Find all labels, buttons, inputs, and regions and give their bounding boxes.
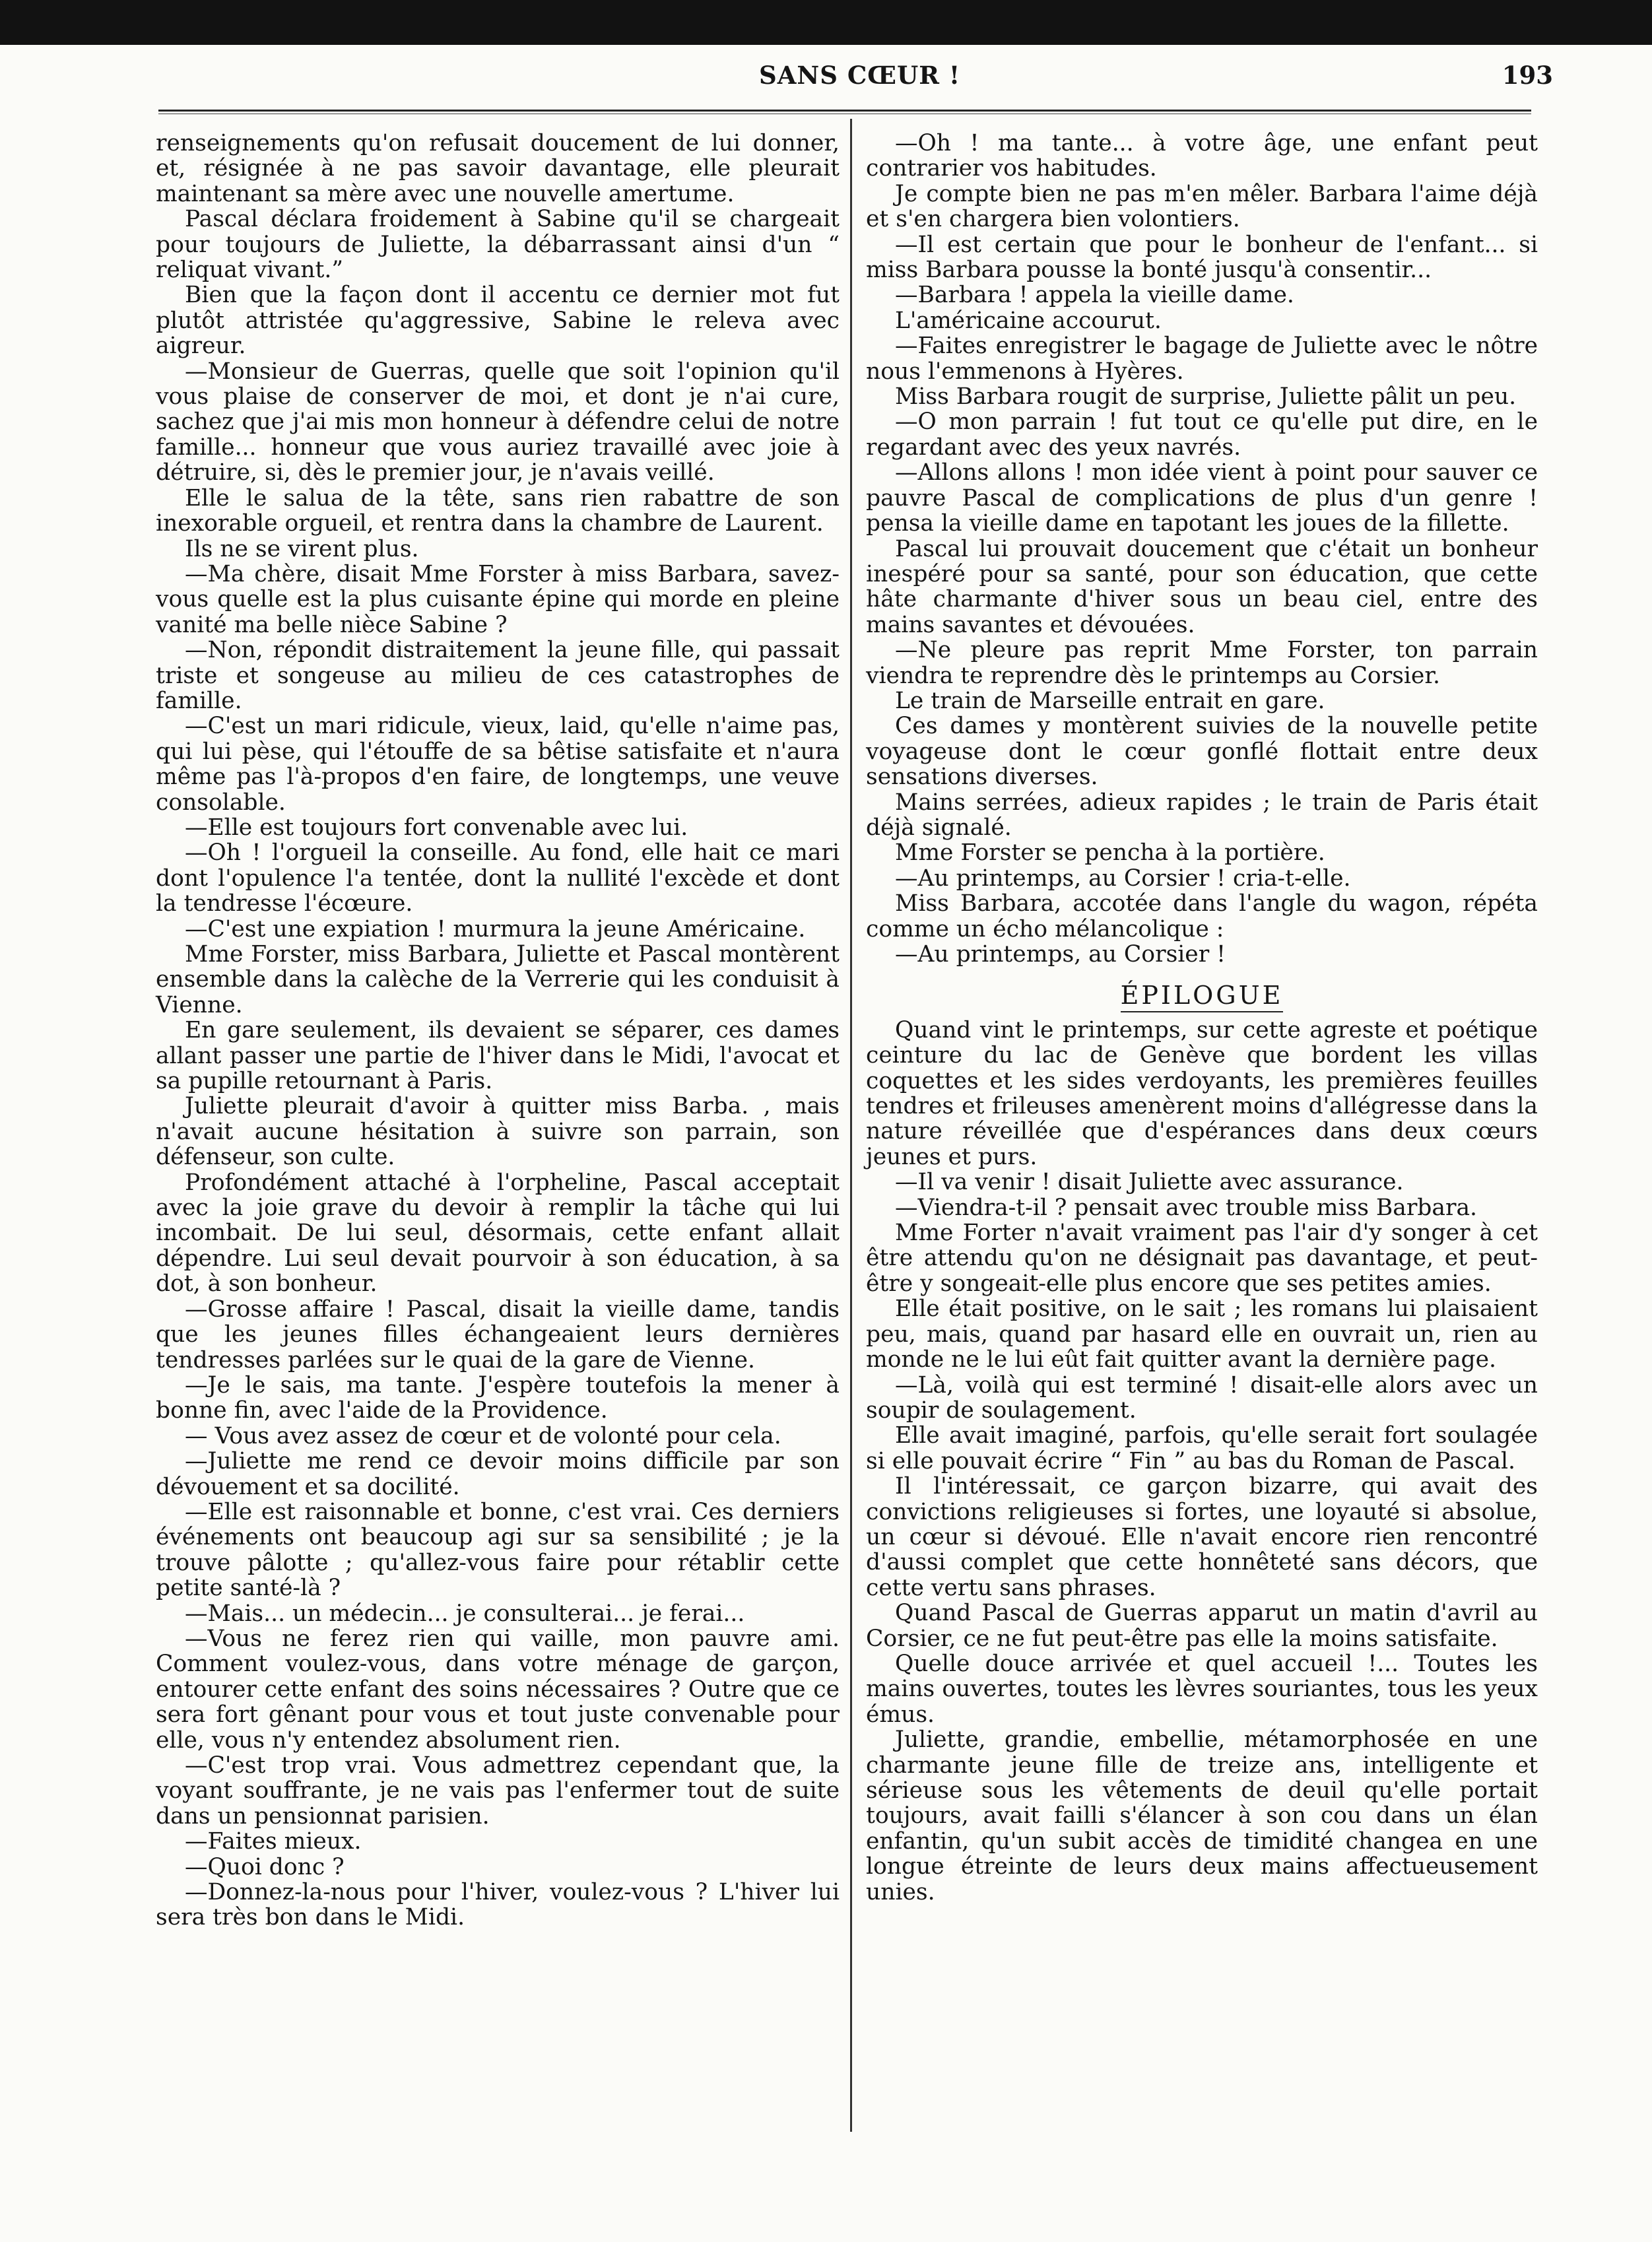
- paragraph: Il l'intéressait, ce garçon bizarre, qui avait des convictions religieuses si fortes, une loyauté si absolue, un cœur si dévoué. Elle n'avait encore rien rencontré d'aussi complet que cette honnêteté sans décors, que cette vertu sans phrases.: [866, 1473, 1538, 1601]
- paragraph: Mme Forster, miss Barbara, Juliette et Pascal montèrent ensemble dans la calèche de la Verrerie qui les conduisit à Vienne.: [156, 941, 840, 1018]
- paragraph: —Mais... un médecin... je consulterai... je ferai...: [185, 1600, 745, 1627]
- paragraph: —O mon parrain ! fut tout ce qu'elle put dire, en le regardant avec des yeux navrés.: [866, 409, 1538, 461]
- paragraph: —Non, répondit distraitement la jeune fille, qui passait triste et songeuse au milieu de ces catastrophes de famille.: [156, 637, 840, 714]
- paragraph: Juliette pleurait d'avoir à quitter miss Barba. , mais n'avait aucune hésitation à suivre son parrain, son défenseur, son culte.: [156, 1093, 840, 1171]
- paragraph: Pascal lui prouvait doucement que c'était un bonheur inespéré pour sa santé, pour son éducation, que cette hâte charmante d'hiver sous un beau ciel, entre des mains savantes et dévouées.: [866, 535, 1538, 638]
- paragraph: Elle était positive, on le sait ; les romans lui plaisaient peu, mais, quand par hasard elle en ouvrait un, rien au monde ne le lui eût fait quitter avant la dernière page.: [866, 1296, 1538, 1373]
- paragraph: Profondément attaché à l'orpheline, Pascal acceptait avec la joie grave du devoir à remplir la tâche qui lui incombait. De lui seul, désormais, cette enfant allait dépendre. Lui seul devait pourvoir à son éducation, à sa dot, à son bonheur.: [156, 1169, 840, 1298]
- paragraph: Ces dames y montèrent suivies de la nouvelle petite voyageuse dont le cœur gonflé flottait entre deux sensations diverses.: [866, 713, 1538, 791]
- paragraph: Quand vint le printemps, sur cette agreste et poétique ceinture du lac de Genève que bordent les villas coquettes et les sides verdoyants, les premières feuilles tendres et frileuses amenèrent moins d'allégresse dans la nature réveillée que d'espérances dans deux cœurs jeunes et purs.: [866, 1016, 1538, 1170]
- paragraph: Miss Barbara, accotée dans l'angle du wagon, répéta comme un écho mélancolique :: [866, 890, 1538, 942]
- paragraph: Elle avait imaginé, parfois, qu'elle serait fort soulagée si elle pouvait écrire “ Fin ” au bas du Roman de Pascal.: [866, 1422, 1538, 1474]
- paragraph: Miss Barbara rougit de surprise, Juliette pâlit un peu.: [895, 383, 1517, 411]
- paragraph: —Oh ! ma tante... à votre âge, une enfant peut contrarier vos habitudes.: [866, 130, 1538, 182]
- paragraph: —Donnez-la-nous pour l'hiver, voulez-vous ? L'hiver lui sera très bon dans le Midi.: [156, 1879, 840, 1931]
- paragraph: —Viendra-t-il ? pensait avec trouble miss Barbara.: [895, 1194, 1477, 1221]
- paragraph: —Là, voilà qui est terminé ! disait-elle alors avec un soupir de soulagement.: [866, 1371, 1538, 1424]
- paragraph: —Vous ne ferez rien qui vaille, mon pauvre ami. Comment voulez-vous, dans votre ménage de garçon, entourer cette enfant des soins nécessaires ? Outre que ce sera fort gênant pour vous et tout juste convenable pour elle, vous n'y entendez absolument rien.: [156, 1625, 840, 1754]
- paragraph: Le train de Marseille entrait en gare.: [895, 687, 1325, 714]
- paragraph: L'américaine accourut.: [895, 307, 1162, 334]
- left-column: [156, 131, 840, 1930]
- paragraph: Bien que la façon dont il accentu ce dernier mot fut plutôt attristée qu'aggressive, Sabine le releva avec aigreur.: [156, 282, 840, 360]
- page-number: 193: [1502, 61, 1553, 90]
- paragraph: —Au printemps, au Corsier !: [895, 941, 1226, 968]
- paragraph: En gare seulement, ils devaient se séparer, ces dames allant passer une partie de l'hiver dans le Midi, l'avocat et sa pupille retournant à Paris.: [156, 1017, 840, 1095]
- paragraph: —Oh ! l'orgueil la conseille. Au fond, elle hait ce mari dont l'opulence l'a tentée, dont la nullité l'excède et dont la tendresse l'écœure.: [156, 840, 840, 917]
- paragraph: —Monsieur de Guerras, quelle que soit l'opinion qu'il vous plaise de conserver de moi, et dont je n'ai cure, sachez que j'ai mis mon honneur à défendre celui de notre famille... honneur que vous auriez travaillé avec joie à détruire, si, dès le premier jour, je n'avais veillé.: [156, 358, 840, 486]
- paragraph: —Il va venir ! disait Juliette avec assurance.: [895, 1169, 1404, 1196]
- header-rule: [158, 110, 1531, 112]
- paragraph: —Ne pleure pas reprit Mme Forster, ton parrain viendra te reprendre dès le printemps au Corsier.: [866, 637, 1538, 689]
- paragraph: Mme Forster se pencha à la portière.: [895, 840, 1325, 867]
- paragraph: Elle le salua de la tête, sans rien rabattre de son inexorable orgueil, et rentra dans la chambre de Laurent.: [156, 484, 840, 537]
- paragraph: —Juliette me rend ce devoir moins difficile par son dévouement et sa docilité.: [156, 1448, 840, 1500]
- paragraph: Mme Forter n'avait vraiment pas l'air d'y songer à cet être attendu qu'on ne désignait pas davantage, et peut-être y songeait-elle plus encore que ses petites amies.: [866, 1220, 1538, 1297]
- paragraph: —Quoi donc ?: [185, 1853, 345, 1880]
- paragraph: —Faites mieux.: [185, 1828, 362, 1855]
- paragraph: —Elle est raisonnable et bonne, c'est vrai. Ces derniers événements ont beaucoup agi sur sa sensibilité ; je la trouve pâlotte ; qu'allez-vous faire pour rétablir cette petite santé-là ?: [156, 1498, 840, 1602]
- right-column: [866, 131, 1538, 1905]
- paragraph: —Au printemps, au Corsier ! cria-t-elle.: [895, 865, 1351, 892]
- paragraph: —Je le sais, ma tante. J'espère toutefois la mener à bonne fin, avec l'aide de la Providence.: [156, 1371, 840, 1424]
- paragraph: Je compte bien ne pas m'en mêler. Barbara l'aime déjà et s'en chargera bien volontiers.: [866, 180, 1538, 233]
- paragraph: —C'est un mari ridicule, vieux, laid, qu'elle n'aime pas, qui lui pèse, qui l'étouffe de sa bêtise satisfaite et n'aura même pas l'à-propos d'en faire, de longtemps, une veuve consolable.: [156, 713, 840, 816]
- paragraph: —Faites enregistrer le bagage de Juliette avec le nôtre nous l'emmenons à Hyères.: [866, 333, 1538, 385]
- paragraph: Quelle douce arrivée et quel accueil !... Toutes les mains ouvertes, toutes les lèvres souriantes, tous les yeux émus.: [866, 1650, 1538, 1728]
- epilogue-heading: [866, 983, 1538, 1008]
- paragraph: —C'est trop vrai. Vous admettrez cependant que, la voyant souffrante, je ne vais pas l'enfermer tout de suite dans un pensionnat parisien.: [156, 1752, 840, 1830]
- paragraph: Juliette, grandie, embellie, métamorphosée en une charmante jeune fille de treize ans, intelligente et sérieuse sous les vêtements de deuil qu'elle portait toujours, avait failli s'élancer à son cou dans un élan enfantin, qu'un subit accès de timidité changea en une longue étreinte de leurs deux mains affectueusement unies.: [866, 1727, 1538, 1905]
- paragraph: Pascal déclara froidement à Sabine qu'il se chargeait pour toujours de Juliette, la débarrassant ainsi d'un “ reliquat vivant.”: [156, 206, 840, 284]
- paragraph: — Vous avez assez de cœur et de volonté pour cela.: [185, 1422, 781, 1449]
- paragraph: —Allons allons ! mon idée vient à point pour sauver ce pauvre Pascal de complications de plus d'un genre ! pensa la vieille dame en tapotant les joues de la fillette.: [866, 459, 1538, 537]
- paragraph: —C'est une expiation ! murmura la jeune Américaine.: [185, 915, 806, 942]
- paragraph: —Elle est toujours fort convenable avec lui.: [185, 814, 688, 841]
- scan-top-border: [0, 0, 1652, 45]
- page-header: [0, 61, 1652, 100]
- paragraph: —Barbara ! appela la vieille dame.: [895, 282, 1294, 309]
- epilogue-heading-text: ÉPILOGUE: [1121, 981, 1284, 1012]
- paragraph: —Ma chère, disait Mme Forster à miss Barbara, savez-vous quelle est la plus cuisante épine qui morde en pleine vanité ma belle nièce Sabine ?: [156, 560, 840, 638]
- paragraph: Quand Pascal de Guerras apparut un matin d'avril au Corsier, ce ne fut peut-être pas elle la moins satisfaite.: [866, 1600, 1538, 1652]
- running-title: SANS CŒUR !: [759, 61, 961, 90]
- paragraph: Ils ne se virent plus.: [185, 535, 419, 562]
- column-divider: [850, 119, 852, 2132]
- paragraph: —Il est certain que pour le bonheur de l'enfant... si miss Barbara pousse la bonté jusqu'à consentir...: [866, 231, 1538, 284]
- paragraph: —Grosse affaire ! Pascal, disait la vieille dame, tandis que les jeunes filles échangeaient leurs dernières tendresses parlées sur le quai de la gare de Vienne.: [156, 1296, 840, 1373]
- paragraph: Mains serrées, adieux rapides ; le train de Paris était déjà signalé.: [866, 789, 1538, 841]
- paragraph: renseignements qu'on refusait doucement de lui donner, et, résignée à ne pas savoir davantage, elle pleurait maintenant sa mère avec une nouvelle amertume.: [156, 130, 840, 207]
